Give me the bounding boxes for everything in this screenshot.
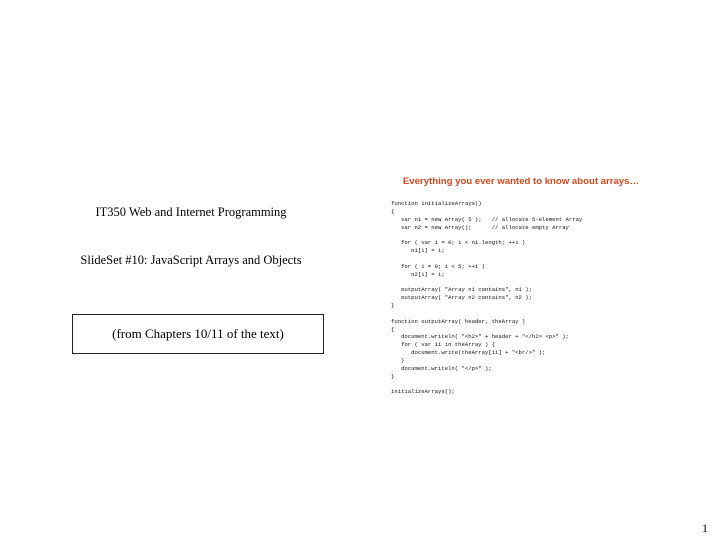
chapters-note-box (72, 314, 324, 354)
code-line: } (391, 372, 395, 380)
code-line: outputArray( "Array n2 contains", n2 ); (391, 294, 532, 302)
code-line: document.writeln( "<h2>" + header + "</h2> <p>" ); (391, 333, 569, 341)
code-line: initializeArrays(); (391, 388, 455, 396)
slide-heading: Everything you ever wanted to know about arrays… (402, 176, 640, 187)
code-line: } (391, 356, 405, 364)
code-line: function outputArray( header, theArray ) (391, 317, 526, 325)
code-line: document.write(theArray[ii] + "<br/>" ); (391, 349, 546, 357)
chapters-note: (from Chapters 10/11 of the text) (112, 326, 284, 341)
code-listing (391, 200, 582, 396)
code-line: var n1 = new Array( 5 ); // allocate 5-element Array (391, 215, 583, 223)
page-number: 1 (702, 521, 708, 535)
code-line: { (391, 325, 395, 333)
code-line: n1[i] = i; (391, 247, 445, 255)
code-line: function initializeArrays() (391, 200, 482, 207)
code-line: { (391, 207, 395, 215)
code-line: for ( i = 0; i < 5; ++i ) (391, 262, 485, 270)
code-line: outputArray( "Array n1 contains", n1 ); (391, 286, 532, 294)
code-line: document.writeln( "</p>" ); (391, 364, 492, 372)
code-line: var n2 = new Array(); // allocate empty Array (391, 223, 569, 231)
code-line: for ( var ii in theArray ) { (391, 341, 496, 349)
code-line: n2[i] = i; (391, 270, 445, 278)
course-title: IT350 Web and Internet Programming (95, 205, 287, 219)
code-line: for ( var i = 0; i < n1.length; ++i ) (391, 239, 526, 247)
code-line: } (391, 301, 395, 309)
slideset-title: SlideSet #10: JavaScript Arrays and Objects (80, 253, 302, 267)
